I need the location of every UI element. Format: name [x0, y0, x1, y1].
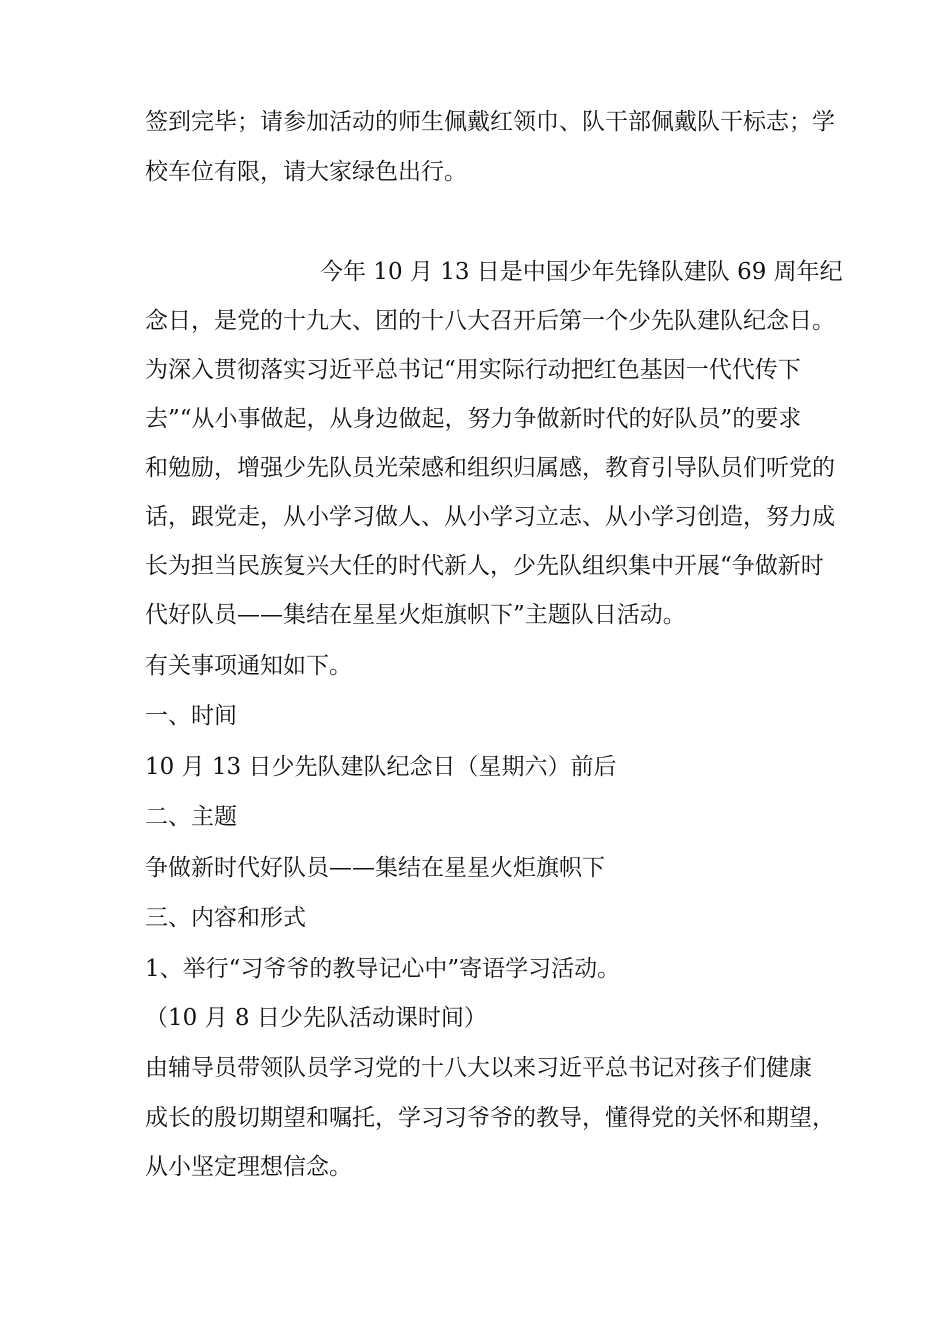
paragraph-line-6: 话，跟党走，从小学习做人、从小学习立志、从小学习创造，努力成: [145, 504, 835, 530]
paragraph-line-3: 为深入贯彻落实习近平总书记“用实际行动把红色基因一代代传下: [145, 357, 801, 383]
intro-line-2: 校车位有限，请大家绿色出行。: [145, 159, 467, 185]
section-heading-time: 一、时间: [145, 703, 237, 729]
content-item-1-line-3: 从小坚定理想信念。: [145, 1154, 352, 1180]
paragraph-line-2: 念日，是党的十九大、团的十八大召开后第一个少先队建队纪念日。: [145, 308, 835, 334]
section-heading-content: 三、内容和形式: [145, 905, 306, 931]
paragraph-line-5: 和勉励，增强少先队员光荣感和组织归属感，教育引导队员们听党的: [145, 455, 835, 481]
content-item-1-line-1: 由辅导员带领队员学习党的十八大以来习近平总书记对孩子们健康: [145, 1055, 812, 1081]
content-item-1: 1、举行“习爷爷的教导记心中”寄语学习活动。: [145, 956, 621, 982]
content-item-1-time: （10 月 8 日少先队活动课时间）: [145, 1005, 487, 1031]
section-heading-theme: 二、主题: [145, 804, 237, 830]
time-detail: 10 月 13 日少先队建队纪念日（星期六）前后: [145, 754, 617, 780]
theme-detail: 争做新时代好队员——集结在星星火炬旗帜下: [145, 855, 605, 881]
paragraph-line-4: 去”“从小事做起，从身边做起，努力争做新时代的好队员”的要求: [145, 406, 802, 432]
paragraph-line-1: 今年 10 月 13 日是中国少年先锋队建队 69 周年纪: [320, 259, 843, 285]
paragraph-line-8: 代好队员——集结在星星火炬旗帜下”主题队日活动。: [145, 602, 686, 628]
paragraph-line-7: 长为担当民族复兴大任的时代新人，少先队组织集中开展“争做新时: [145, 553, 824, 579]
intro-line-1: 签到完毕；请参加活动的师生佩戴红领巾、队干部佩戴队干标志；学: [145, 109, 835, 135]
notice-line: 有关事项通知如下。: [145, 653, 352, 679]
content-item-1-line-2: 成长的殷切期望和嘱托，学习习爷爷的教导，懂得党的关怀和期望，: [145, 1105, 835, 1131]
